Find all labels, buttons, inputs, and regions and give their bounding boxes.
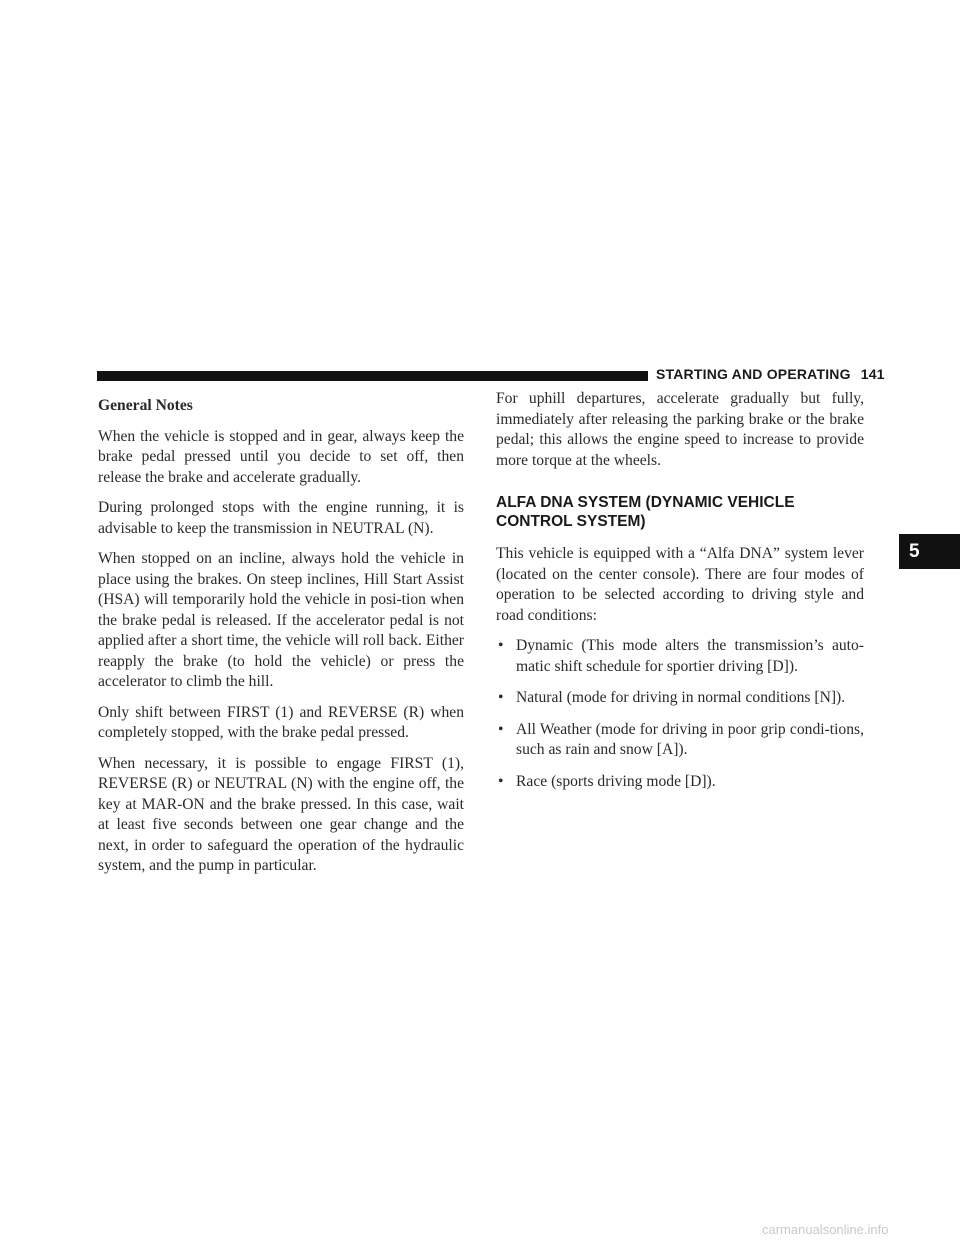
paragraph: During prolonged stops with the engine running, it is advisable to keep the transmission in NEUTRAL (N). [98,499,464,537]
watermark: carmanualsonline.info [762,1222,889,1237]
list-item [496,772,864,793]
left-column [98,396,464,887]
header-rule [97,371,648,381]
list-item-text: Race (sports driving mode [D]). [516,772,716,790]
bullet-icon: • [498,689,504,706]
list-item-text: Natural (mode for driving in normal conditions [N]). [516,689,846,706]
general-notes-subheading: General Notes [98,397,193,414]
paragraph: Only shift between FIRST (1) and REVERSE (R) when completely stopped, with the brake pedal pressed. [98,703,464,741]
mode-list [496,636,864,792]
section-heading-line: ALFA DNA SYSTEM (DYNAMIC VEHICLE [496,494,795,511]
bullet-icon: • [498,720,504,738]
section-heading-line: CONTROL SYSTEM) [496,513,646,530]
page-number: 141 [860,366,885,382]
chapter-tab: 5 [899,534,960,569]
bullet-icon: • [498,637,504,654]
section-heading [496,493,864,531]
right-column [496,389,864,803]
section-title: STARTING AND OPERATING [656,366,851,382]
paragraph: When necessary, it is possible to engage FIRST (1), REVERSE (R) or NEUTRAL (N) with the engine off, the key at MAR-ON and the brake pressed. In this case, wait at least five seconds between one gear change and the next, in order to safeguard the operation of the hydraulic system, and the pump in particular. [98,754,464,874]
list-item-text: Dynamic (This mode alters the transmission’s auto-matic shift schedule for sportier driving [D]). [516,637,864,675]
dna-intro-paragraph: This vehicle is equipped with a “Alfa DNA” system lever (located on the center console). There are four modes of operation to be selected according to driving style and road conditions: [496,545,864,624]
bullet-icon: • [498,772,504,790]
running-header [656,366,885,382]
list-item [496,636,864,677]
list-item-text: All Weather (mode for driving in poor grip condi-tions, such as rain and snow [A]). [516,720,864,758]
list-item [496,688,864,709]
uphill-paragraph: For uphill departures, accelerate gradually but fully, immediately after releasing the parking brake or the brake pedal; this allows the engine speed to increase to provide more torque at the wheels. [496,390,864,469]
list-item [496,720,864,761]
paragraph: When stopped on an incline, always hold the vehicle in place using the brakes. On steep inclines, Hill Start Assist (HSA) will temporarily hold the vehicle in posi-tion when the brake pedal is released. If the accelerator pedal is not applied after a short time, the vehicle will roll back. Either reapply the brake (to hold the vehicle) or press the accelerator to climb the hill. [98,550,464,690]
paragraph: When the vehicle is stopped and in gear, always keep the brake pedal pressed until you decide to set off, then release the brake and accelerate gradually. [98,427,464,486]
